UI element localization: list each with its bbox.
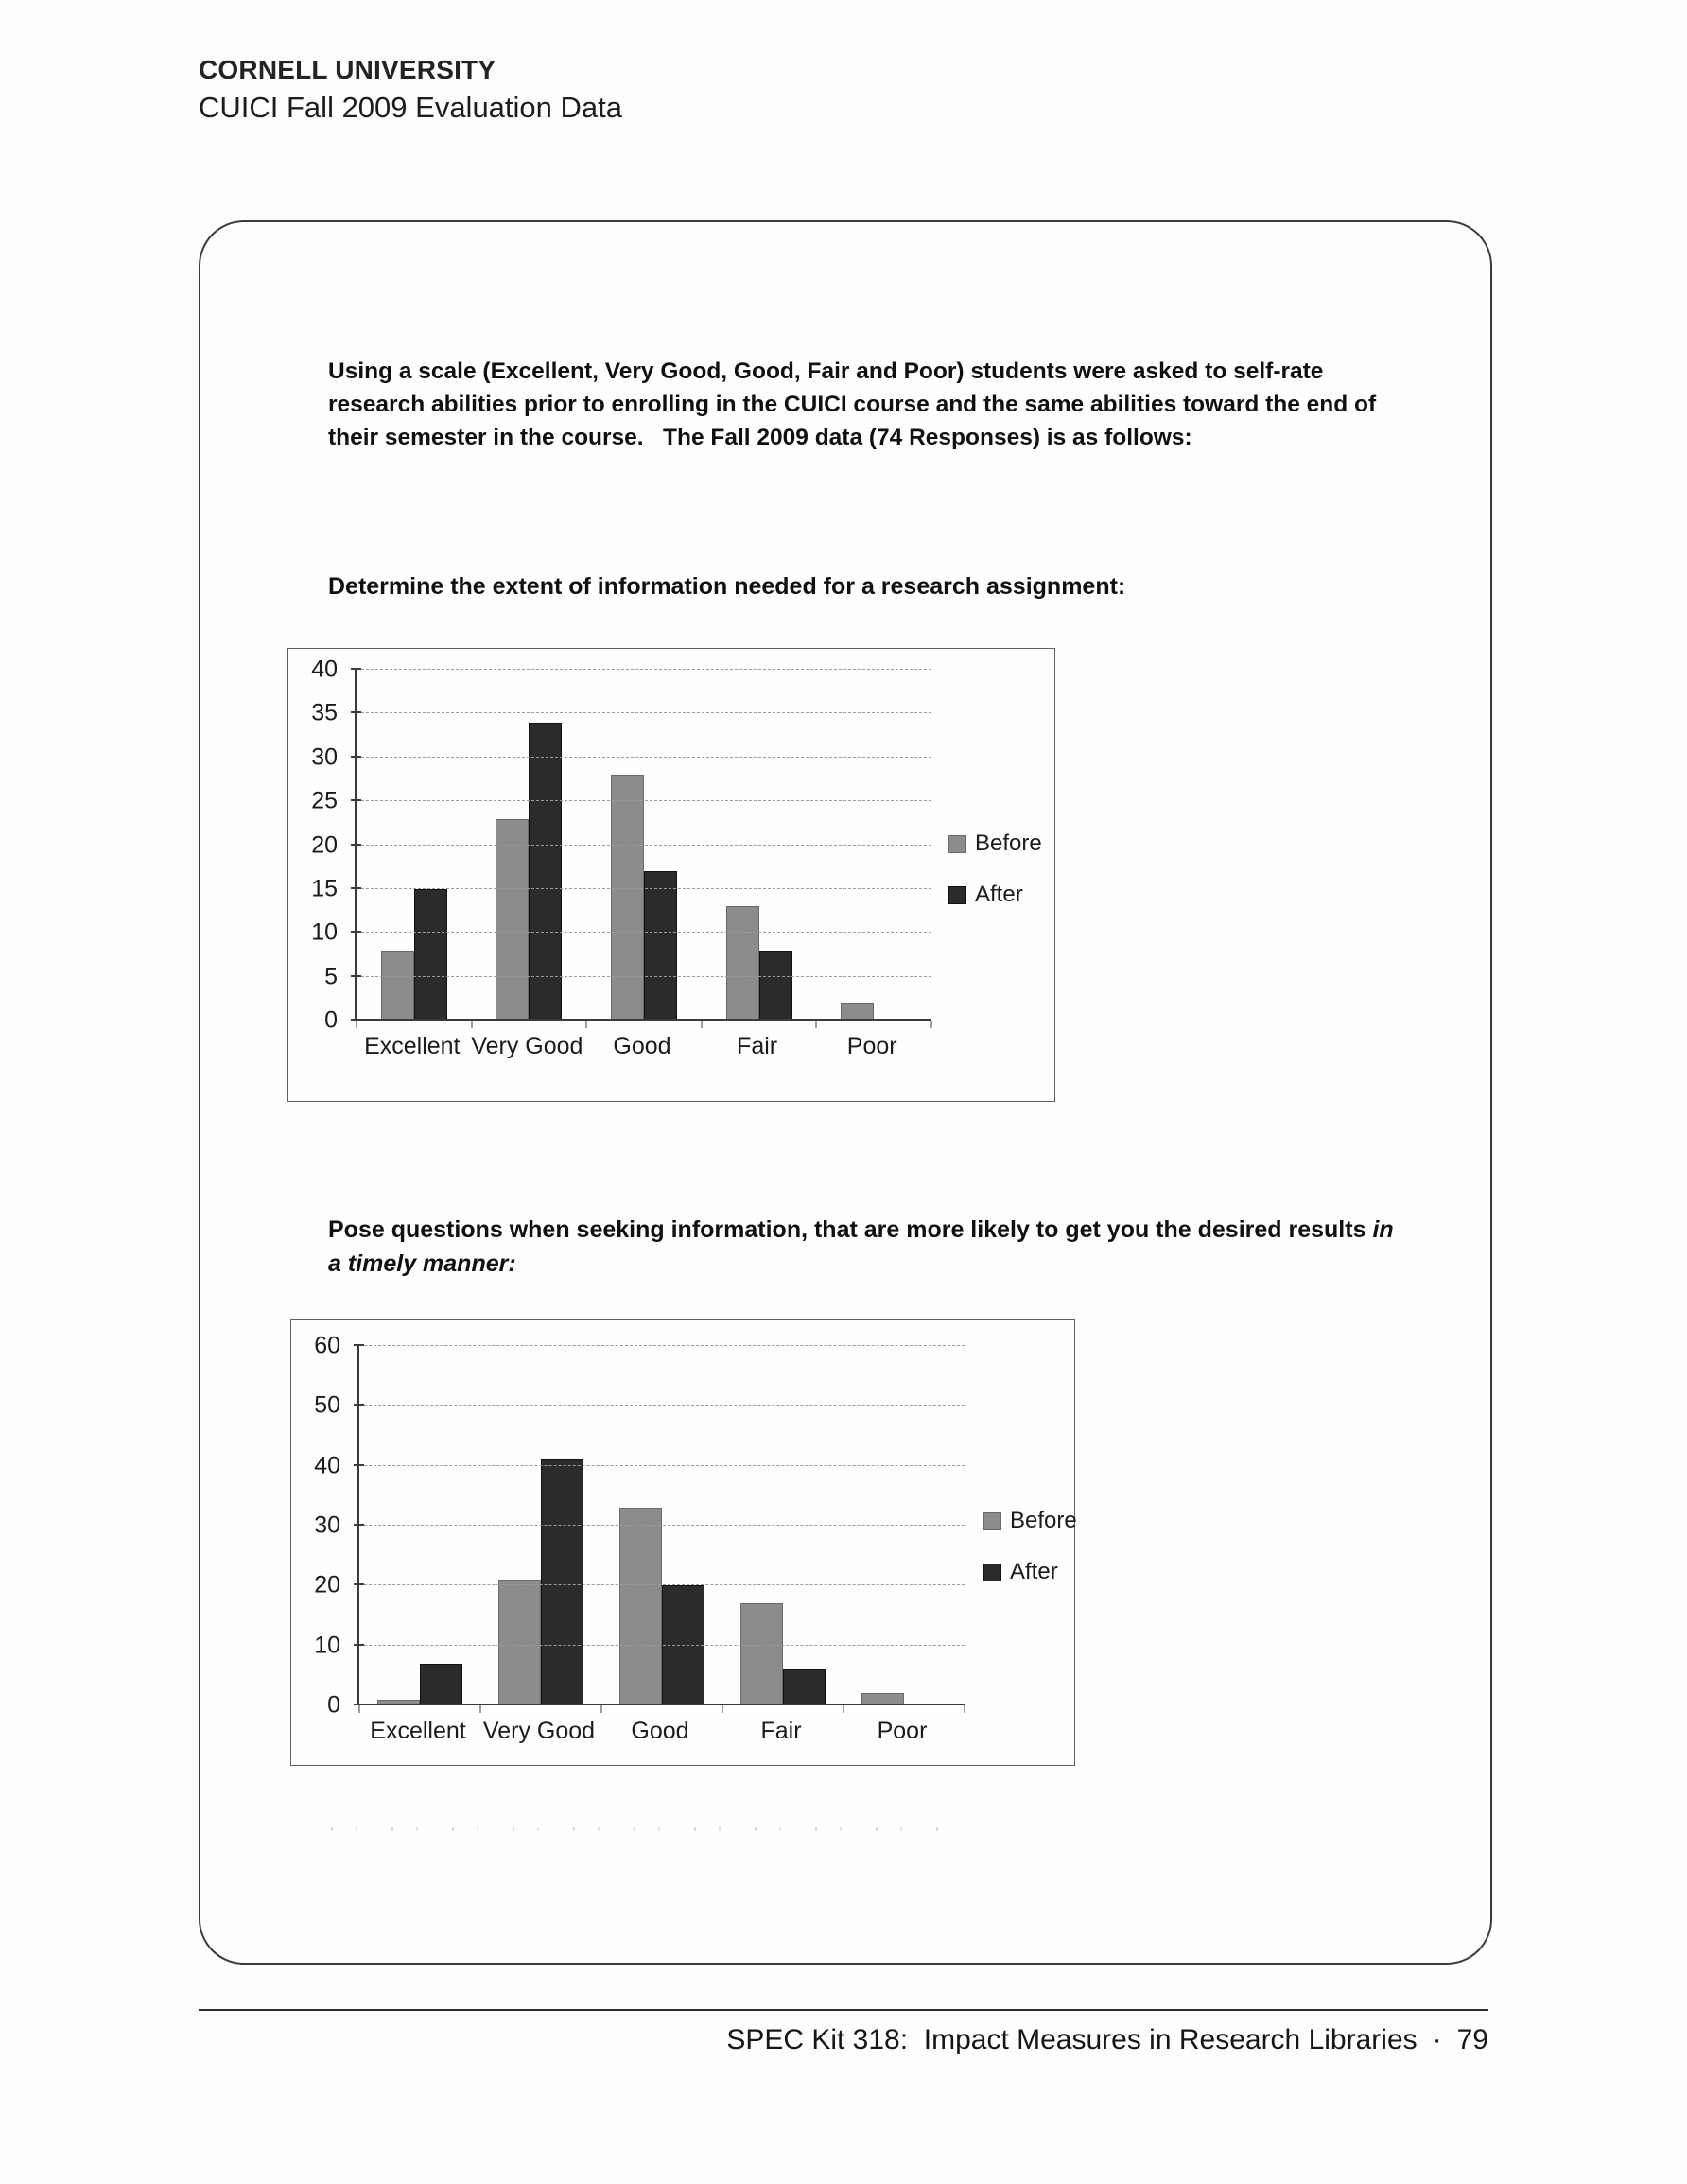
footer-page-number: 79 xyxy=(1456,2024,1488,2055)
y-tick-mark xyxy=(351,1019,361,1021)
footer-separator-dot: · xyxy=(1432,2024,1442,2055)
x-category-label-very-good: Very Good xyxy=(482,1718,596,1744)
document-title: CUICI Fall 2009 Evaluation Data xyxy=(199,91,623,124)
plot-area xyxy=(355,670,931,1021)
chart-pose-questions xyxy=(290,1319,1075,1766)
bar-group-poor xyxy=(844,1346,965,1705)
x-tick-mark xyxy=(816,1021,817,1028)
y-tick-label: 35 xyxy=(311,699,338,726)
organization-name: CORNELL UNIVERSITY xyxy=(199,55,496,84)
bar-group-fair xyxy=(702,670,817,1021)
bar-groups xyxy=(359,1346,965,1705)
content-box xyxy=(199,220,1492,1965)
legend-label-before: Before xyxy=(1010,1508,1077,1533)
legend-item-before xyxy=(983,1508,1077,1534)
x-tick-mark xyxy=(471,1021,472,1028)
x-tick-mark xyxy=(701,1021,702,1028)
y-tick-label: 30 xyxy=(311,743,338,771)
legend-swatch-after xyxy=(948,886,966,904)
y-tick-label: 5 xyxy=(324,963,338,990)
y-tick-label: 20 xyxy=(314,1571,340,1599)
bar-after-excellent xyxy=(414,889,447,1021)
bar-after-fair xyxy=(759,951,792,1021)
legend-swatch-before xyxy=(948,835,966,853)
y-tick-mark xyxy=(354,1464,364,1466)
y-tick-mark xyxy=(351,668,361,670)
y-tick-label: 20 xyxy=(311,831,338,858)
y-tick-label: 40 xyxy=(314,1452,340,1479)
y-tick-label: 30 xyxy=(314,1511,340,1539)
x-tick-mark xyxy=(722,1705,723,1713)
x-tick-mark xyxy=(359,1705,360,1713)
bar-group-very-good xyxy=(480,1346,601,1705)
bar-before-good xyxy=(611,775,644,1021)
y-tick-label: 25 xyxy=(311,787,338,814)
y-tick-label: 10 xyxy=(311,918,338,946)
section-title-2-text: Pose questions when seeking information, that are more likely to get you the desired results xyxy=(328,1216,1373,1243)
y-tick-label: 60 xyxy=(314,1332,340,1359)
gridline xyxy=(359,1584,965,1585)
x-category-label-fair: Fair xyxy=(737,1033,778,1059)
gridline xyxy=(357,757,931,758)
section-title-2-italic: in a timely manner: xyxy=(328,1216,1394,1277)
gridline xyxy=(359,1525,965,1526)
y-tick-label: 50 xyxy=(314,1391,340,1419)
y-tick-mark xyxy=(351,975,361,977)
x-axis-labels xyxy=(357,1718,963,1745)
y-tick-mark xyxy=(354,1344,364,1346)
x-axis-line xyxy=(359,1704,965,1705)
bar-groups xyxy=(357,670,931,1021)
gridline xyxy=(357,712,931,713)
plot-area xyxy=(357,1346,965,1705)
section-title-1: Determine the extent of information needed for a research assignment: xyxy=(328,573,1126,600)
gridline xyxy=(357,976,931,977)
bar-before-fair xyxy=(740,1603,783,1705)
gridline xyxy=(359,1405,965,1406)
x-category-label-fair: Fair xyxy=(760,1718,802,1744)
y-tick-mark xyxy=(351,931,361,933)
gridline xyxy=(357,800,931,801)
y-tick-mark xyxy=(354,1524,364,1526)
bar-group-fair xyxy=(722,1346,844,1705)
chart-legend xyxy=(948,830,1042,908)
y-tick-label: 40 xyxy=(311,655,338,683)
y-tick-mark xyxy=(351,711,361,713)
legend-item-after xyxy=(983,1559,1077,1585)
bar-group-good xyxy=(601,1346,722,1705)
y-tick-label: 0 xyxy=(324,1006,338,1034)
bar-after-very-good xyxy=(541,1459,583,1705)
y-tick-mark xyxy=(351,756,361,758)
page-header xyxy=(199,55,622,125)
gridline xyxy=(357,932,931,933)
bar-before-fair xyxy=(726,906,759,1021)
chart-determine-extent xyxy=(287,648,1055,1102)
legend-item-before xyxy=(948,830,1042,857)
y-axis-labels xyxy=(291,1332,350,1719)
y-tick-mark xyxy=(354,1704,364,1705)
x-category-label-excellent: Excellent xyxy=(364,1033,461,1059)
legend-label-after: After xyxy=(975,882,1023,907)
bar-after-fair xyxy=(783,1669,826,1705)
gridline xyxy=(359,1645,965,1646)
x-category-label-very-good: Very Good xyxy=(471,1033,583,1059)
x-tick-mark xyxy=(601,1705,602,1713)
truncated-text-artifact xyxy=(331,1827,946,1831)
footer-rule xyxy=(199,2009,1488,2011)
y-tick-label: 15 xyxy=(311,875,338,902)
gridline xyxy=(357,845,931,846)
x-category-label-good: Good xyxy=(613,1033,671,1059)
y-tick-label: 0 xyxy=(327,1691,340,1719)
chart-legend xyxy=(983,1508,1077,1585)
bar-group-good xyxy=(586,670,702,1021)
legend-swatch-before xyxy=(983,1512,1001,1530)
footer-label: SPEC Kit 318: Impact Measures in Research Libraries xyxy=(726,2024,1417,2055)
bar-group-very-good xyxy=(472,670,587,1021)
x-axis-line xyxy=(357,1019,931,1021)
x-tick-mark xyxy=(931,1021,932,1028)
legend-label-after: After xyxy=(1010,1559,1058,1584)
x-category-label-poor: Poor xyxy=(846,1033,897,1059)
legend-item-after xyxy=(948,882,1042,908)
section-title-2 xyxy=(328,1214,1401,1281)
bar-before-excellent xyxy=(381,951,414,1021)
gridline xyxy=(357,888,931,889)
legend-label-before: Before xyxy=(975,830,1042,856)
y-tick-mark xyxy=(354,1583,364,1585)
y-tick-mark xyxy=(354,1404,364,1406)
bar-group-excellent xyxy=(357,670,472,1021)
bar-before-very-good xyxy=(498,1580,541,1705)
x-category-label-excellent: Excellent xyxy=(370,1718,466,1744)
bar-after-good xyxy=(644,871,677,1021)
y-axis-labels xyxy=(288,655,347,1034)
x-tick-mark xyxy=(586,1021,587,1028)
bar-after-excellent xyxy=(420,1664,462,1705)
legend-swatch-after xyxy=(983,1564,1001,1581)
bar-after-good xyxy=(662,1585,704,1705)
x-category-label-good: Good xyxy=(631,1718,689,1744)
gridline xyxy=(359,1345,965,1346)
x-axis-labels xyxy=(355,1033,930,1060)
y-tick-mark xyxy=(351,799,361,801)
x-tick-mark xyxy=(480,1705,481,1713)
bar-before-very-good xyxy=(496,819,529,1021)
bar-before-good xyxy=(619,1508,662,1705)
y-tick-mark xyxy=(354,1644,364,1646)
gridline xyxy=(357,669,931,670)
y-tick-mark xyxy=(351,844,361,846)
page-footer xyxy=(199,2024,1488,2056)
gridline xyxy=(359,1465,965,1466)
x-category-label-poor: Poor xyxy=(877,1718,928,1744)
bar-group-poor xyxy=(816,670,931,1021)
y-tick-label: 10 xyxy=(314,1632,340,1659)
intro-paragraph: Using a scale (Excellent, Very Good, Good, Fair and Poor) students were asked to self-rate research abilities prior to enrolling in the CUICI course and the same abilities toward the end of their semester in the course. The Fall 2009 data (74 Responses) is as follows: xyxy=(328,358,1383,451)
y-tick-mark xyxy=(351,887,361,889)
bar-group-excellent xyxy=(359,1346,480,1705)
